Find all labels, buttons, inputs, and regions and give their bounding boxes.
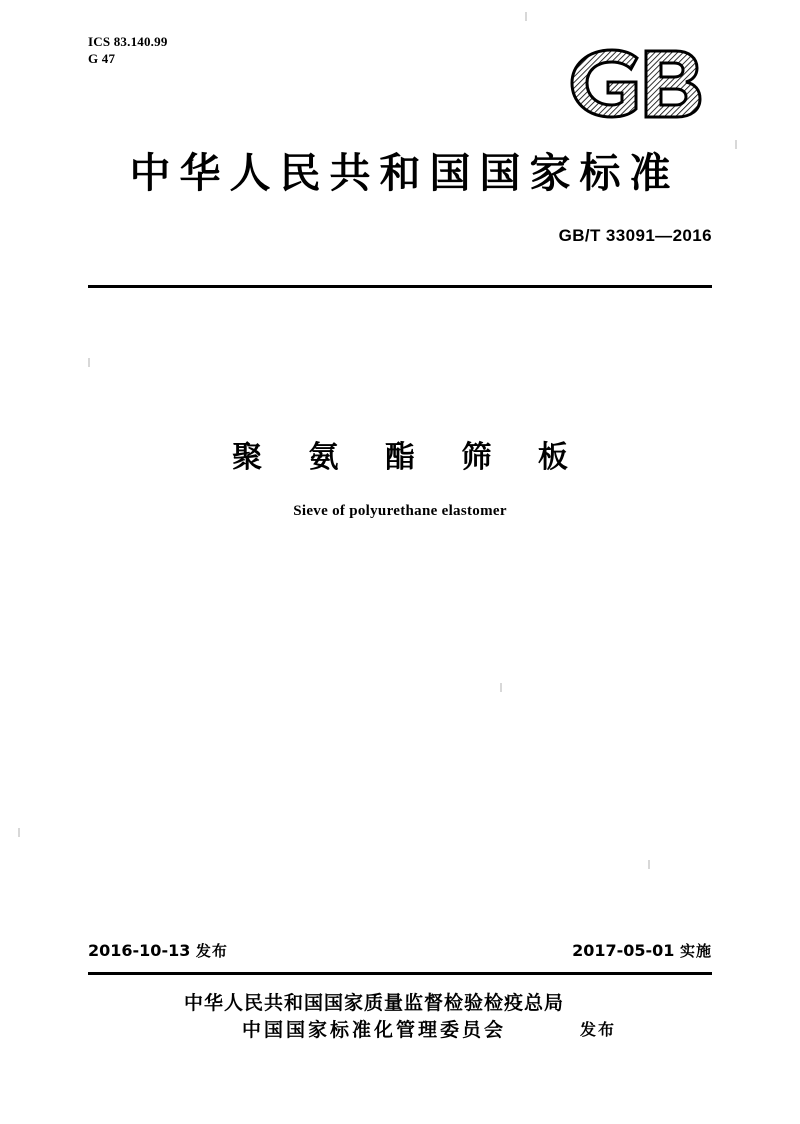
implementation-date-block (572, 940, 712, 961)
subject-title-chinese: 聚 氨 酯 筛 板 (232, 440, 586, 475)
subject-title-english: Sieve of polyurethane elastomer (293, 503, 507, 519)
issuer-line-2: 中国国家标准化管理委员会 (241, 1019, 506, 1041)
scan-speck (18, 828, 20, 837)
ics-code: ICS 83.140.99 (88, 34, 168, 49)
implementation-date-label: 实施 (679, 942, 712, 960)
issuer-publish-label: 发布 (580, 1019, 617, 1039)
scan-speck (500, 683, 502, 692)
footer-divider (88, 972, 712, 975)
issue-date: 2016-10-13 (88, 941, 191, 960)
scan-speck (648, 860, 650, 869)
header-divider (88, 285, 712, 288)
scan-speck (88, 358, 90, 367)
page-title: 中华人民共和国国家标准 (129, 149, 680, 197)
issuer-line-1: 中华人民共和国国家质量监督检验检疫总局 (183, 992, 564, 1014)
scan-speck (735, 140, 737, 149)
gb-logo (550, 38, 710, 128)
implementation-date: 2017-05-01 (572, 941, 675, 960)
standard-number: GB/T 33091—2016 (558, 226, 712, 245)
issue-date-label: 发布 (195, 942, 228, 960)
issue-date-block (88, 940, 228, 961)
ics-classification-block (88, 33, 168, 67)
scan-speck (525, 12, 527, 21)
classification-code: G 47 (88, 51, 116, 66)
issuer-names (184, 990, 564, 1044)
issuer-block (0, 990, 800, 1044)
